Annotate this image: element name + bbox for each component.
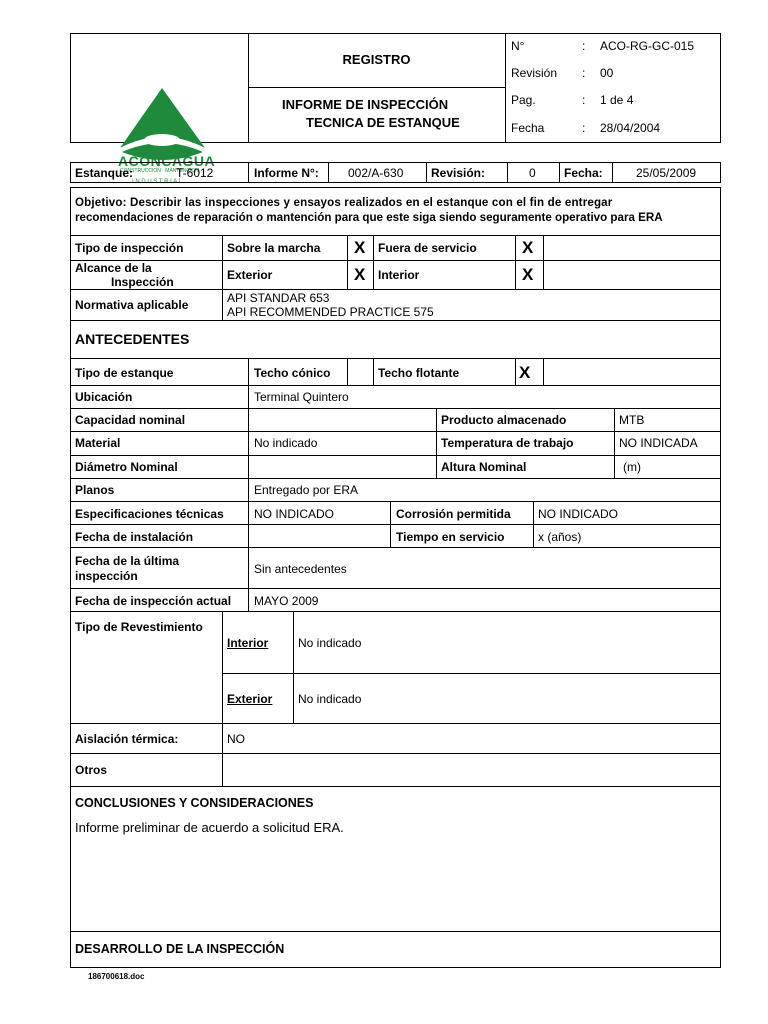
especificaciones-label: Especificaciones técnicas [75,507,224,521]
estanque-label: Estanque: [75,166,134,180]
aislacion-label: Aislación térmica: [75,732,179,746]
objetivo-line-2: recomendaciones de reparación o mantención para que este siga siendo seguramente operativo para ERA [75,211,663,224]
fecha-label: Fecha: [564,166,603,180]
ubicacion-label: Ubicación [75,390,133,404]
especificaciones-value: NO INDICADO [254,507,335,521]
capacidad-label: Capacidad nominal [75,413,186,427]
planos-value: Entregado por ERA [254,483,359,497]
meta-value: ACO-RG-GC-015 [600,39,695,53]
producto-label: Producto almacenado [441,413,567,427]
revision-value: 0 [529,166,536,180]
footer-filename: 186700618.doc [88,972,145,981]
meta-value: 1 de 4 [600,93,634,107]
antecedentes-heading: ANTECEDENTES [75,331,190,347]
inspeccion-actual-label: Fecha de inspección actual [75,594,232,608]
ubicacion-value: Terminal Quintero [254,390,349,404]
logo-tagline: CONSTRUCCION · MANTENCION [120,168,199,174]
desarrollo-heading: DESARROLLO DE LA INSPECCIÓN [75,942,285,956]
diametro-label: Diámetro Nominal [75,460,178,474]
exterior-mark: X [354,265,366,284]
meta-label: N° [511,39,525,53]
fuera-servicio-mark: X [522,238,534,257]
producto-value: MTB [619,413,645,427]
meta-sep: : [582,121,586,135]
fecha-value: 25/05/2009 [636,166,697,180]
logo-company-name: ACONCAGUA [118,153,216,169]
sobre-marcha-mark: X [354,238,366,257]
meta-label: Revisión [511,66,558,80]
informe-label: Informe N°: [254,166,319,180]
exterior-label: Exterior [227,268,273,282]
conclusiones-heading: CONCLUSIONES Y CONSIDERACIONES [75,796,314,810]
tipo-estanque-label: Tipo de estanque [75,366,174,380]
instalacion-label: Fecha de instalación [75,530,194,544]
ultima-inspeccion-value: Sin antecedentes [254,562,347,576]
meta-label: Pag. [511,93,536,107]
header-title: REGISTRO [342,52,411,67]
ultima-inspeccion-label-1: Fecha de la última [75,554,180,568]
techo-conico-label: Techo cónico [254,366,331,380]
ultima-inspeccion-label-2: inspección [75,569,138,583]
tiempo-label: Tiempo en servicio [396,530,505,544]
rev-interior-label: Interior [227,636,269,650]
planos-label: Planos [75,483,115,497]
meta-sep: : [582,93,586,107]
techo-flotante-label: Techo flotante [378,366,460,380]
objetivo-line-1: Objetivo: Describir las inspecciones y ensayos realizados en el estanque con el fin de entregar [75,196,613,209]
material-label: Material [75,436,121,450]
otros-label: Otros [75,763,108,777]
conclusiones-text: Informe preliminar de acuerdo a solicitud ERA. [75,820,344,835]
normativa-line-2: API RECOMMENDED PRACTICE 575 [227,305,434,319]
rev-interior-value: No indicado [298,636,362,650]
fuera-servicio-label: Fuera de servicio [378,241,477,255]
estanque-value: T-6012 [176,166,214,180]
alcance-label-2: Inspección [111,275,174,289]
meta-sep: : [582,39,586,53]
altura-value: (m) [623,460,641,474]
inspeccion-actual-value: MAYO 2009 [254,594,319,608]
temperatura-value: NO INDICADA [619,436,698,450]
material-value: No indicado [254,436,318,450]
interior-label: Interior [378,268,420,282]
rev-exterior-value: No indicado [298,692,362,706]
revestimiento-label: Tipo de Revestimiento [75,620,203,634]
header-subtitle-1: INFORME DE INSPECCIÓN [282,97,449,112]
corrosion-value: NO INDICADO [538,507,619,521]
revision-label: Revisión: [431,166,486,180]
meta-label: Fecha [511,121,545,135]
corrosion-label: Corrosión permitida [396,507,511,521]
alcance-label-1: Alcance de la [75,261,152,275]
header-subtitle-2: TECNICA DE ESTANQUE [306,115,460,130]
altura-label: Altura Nominal [441,460,527,474]
normativa-line-1: API STANDAR 653 [227,291,330,305]
sobre-marcha-label: Sobre la marcha [227,241,321,255]
informe-value: 002/A-630 [348,166,404,180]
normativa-label: Normativa aplicable [75,298,189,312]
logo-sub: I N D U S T R I A L [132,179,182,185]
meta-value: 00 [600,66,614,80]
interior-mark: X [522,265,534,284]
meta-sep: : [582,66,586,80]
tipo-inspeccion-label: Tipo de inspección [75,241,184,255]
rev-exterior-label: Exterior [227,692,273,706]
meta-value: 28/04/2004 [600,121,661,135]
aislacion-value: NO [227,732,245,746]
tiempo-value: x (años) [538,530,582,544]
techo-flotante-mark: X [519,363,531,382]
temperatura-label: Temperatura de trabajo [441,436,574,450]
